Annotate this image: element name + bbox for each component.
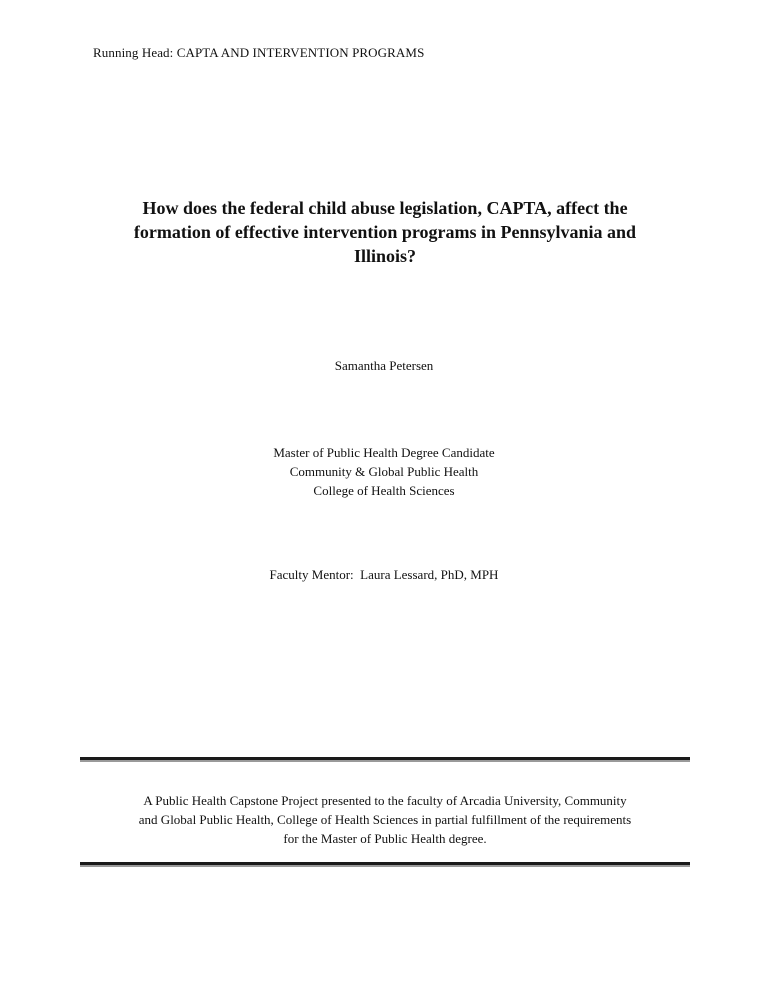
statement-line: and Global Public Health, College of Health Sciences in partial fulfillment of the requirements <box>138 812 632 827</box>
degree-info <box>0 443 768 500</box>
degree-line: Master of Public Health Degree Candidate <box>273 445 495 460</box>
bottom-divider <box>80 862 690 865</box>
page-title <box>90 196 680 268</box>
degree-line: Community & Global Public Health <box>289 464 479 479</box>
faculty-mentor: Faculty Mentor: Laura Lessard, PhD, MPH <box>269 567 499 582</box>
degree-line: College of Health Sciences <box>313 483 455 498</box>
capstone-statement <box>80 791 690 848</box>
statement-line: for the Master of Public Health degree. <box>283 831 487 846</box>
running-head: Running Head: CAPTA AND INTERVENTION PROGRAMS <box>93 45 425 60</box>
author-name: Samantha Petersen <box>334 358 434 373</box>
title-line: Illinois? <box>353 246 417 266</box>
top-divider <box>80 757 690 760</box>
title-line: How does the federal child abuse legislation, CAPTA, affect the <box>142 198 628 218</box>
title-line: formation of effective intervention programs in Pennsylvania and <box>133 222 637 242</box>
statement-line: A Public Health Capstone Project presented to the faculty of Arcadia University, Community <box>143 793 627 808</box>
